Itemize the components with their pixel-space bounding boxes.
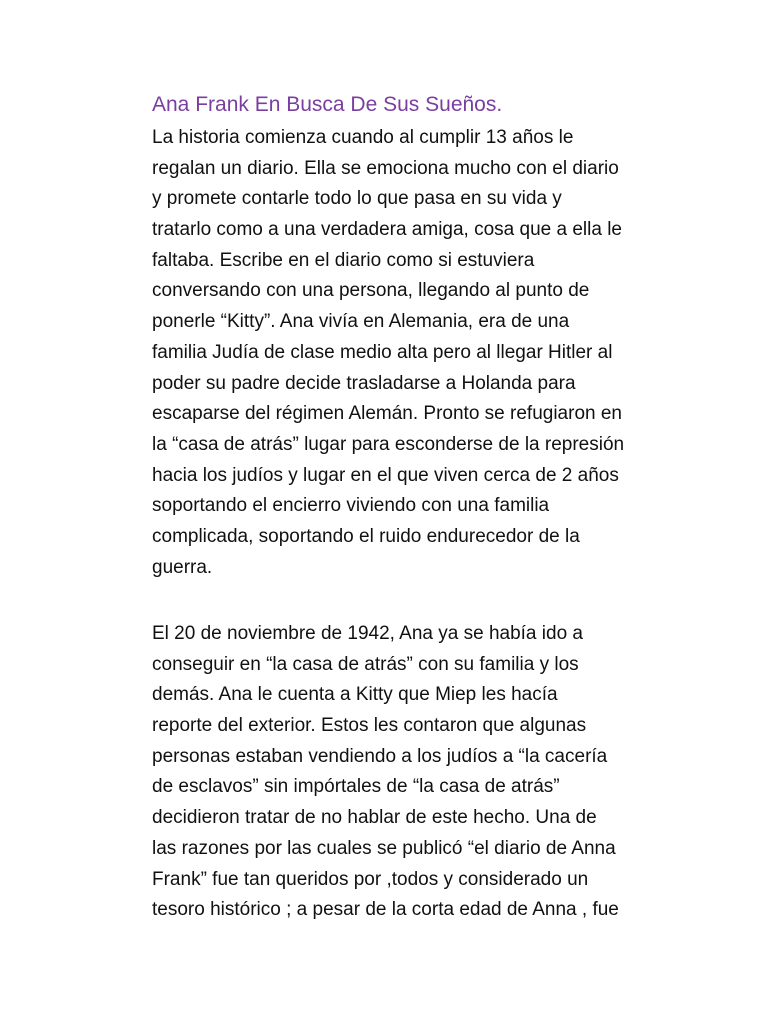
text-line: conseguir en “la casa de atrás” con su familia y los [152, 653, 579, 675]
text-line: demás. Ana le cuenta a Kitty que Miep les hacía [152, 684, 558, 706]
text-line: las razones por las cuales se publicó “el diario de Anna [152, 837, 616, 859]
text-line: El 20 de noviembre de 1942, Ana ya se había ido a [152, 623, 583, 644]
text-line: guerra. [152, 556, 213, 578]
paragraph-2 [152, 619, 692, 926]
text-line: de esclavos” sin impórtales de “la casa de atrás” [152, 776, 560, 798]
text-line: poder su padre decide trasladarse a Holanda para [152, 372, 576, 394]
text-line: la “casa de atrás” lugar para esconderse de la represión [152, 433, 625, 455]
text-line: soportando el encierro viviendo con una familia [152, 495, 550, 517]
text-line: Frank” fue tan queridos por ,todos y considerado un [152, 868, 589, 890]
text-line: y promete contarle todo lo que pasa en su vida y [152, 188, 562, 210]
text-line: decidieron tratar de no hablar de este hecho. Una de [152, 807, 597, 829]
text-line: personas estaban vendiendo a los judíos a “la cacería [152, 745, 608, 767]
text-line: conversando con una persona, llegando al punto de [152, 280, 590, 302]
text-line: reporte del exterior. Estos les contaron que algunas [152, 715, 587, 737]
text-line: La historia comienza cuando al cumplir 13 años le [152, 127, 574, 148]
text-line: escaparse del régimen Alemán. Pronto se refugiaron en [152, 403, 622, 425]
text-line: ponerle “Kitty”. Ana vivía en Alemania, era de una [152, 311, 570, 333]
text-line: familia Judía de clase medio alta pero al llegar Hitler al [152, 341, 613, 363]
text-line: complicada, soportando el ruido endurecedor de la [152, 525, 580, 547]
text-line: tratarlo como a una verdadera amiga, cosa que a ella le [152, 219, 622, 241]
document-title: Ana Frank En Busca De Sus Sueños. [152, 93, 503, 116]
text-line: regalan un diario. Ella se emociona mucho con el diario [152, 157, 619, 179]
text-line: faltaba. Escribe en el diario como si estuviera [152, 249, 535, 271]
text-line: tesoro histórico ; a pesar de la corta edad de Anna , fue [152, 899, 619, 921]
paragraph-1 [152, 123, 692, 583]
text-line: hacia los judíos y lugar en el que viven cerca de 2 años [152, 464, 619, 486]
